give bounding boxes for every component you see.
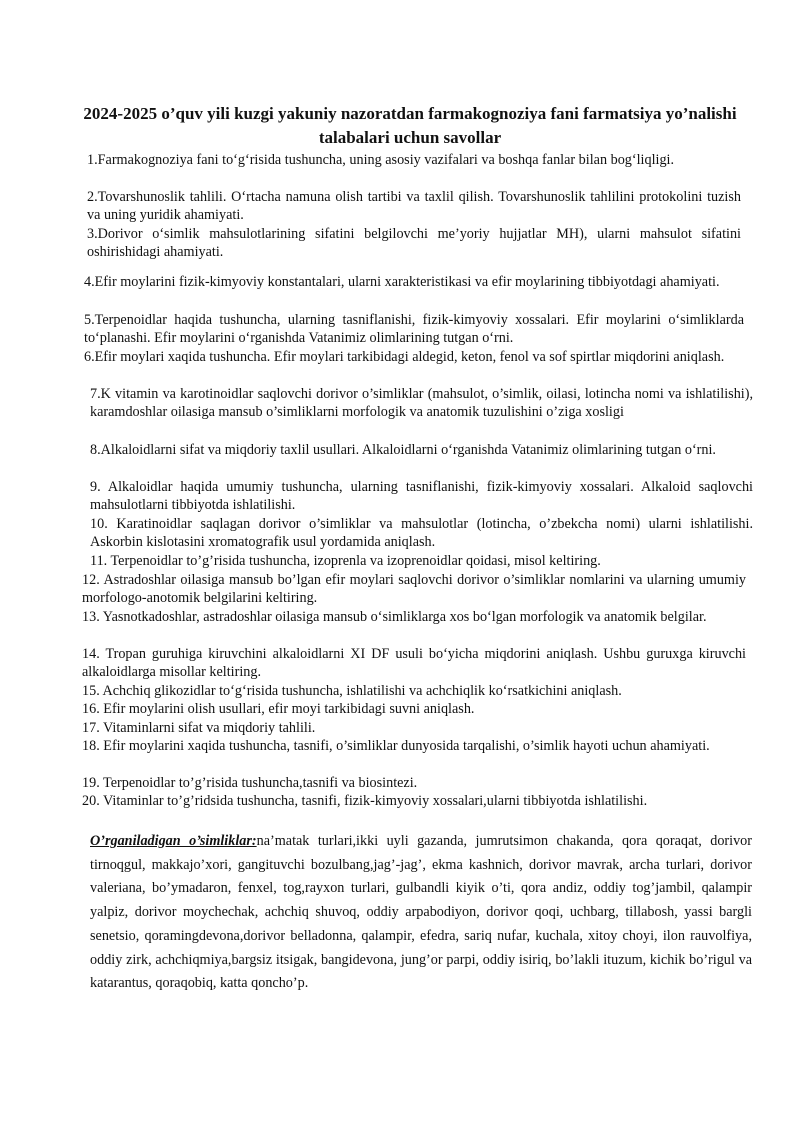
question-2: 2.Tovarshunoslik tahlili. O‘rtacha namuna olish tartibi va taxlil qilish. Tovarshunoslik tahlilini protokolini tuzish va uning yuridik ahamiyati. [87,189,741,224]
question-14: 14. Tropan guruhiga kiruvchini alkaloidlarni XI DF usuli bo‘yicha miqdorini aniqlash. Ushbu guruxga kiruvchi alkaloidlarga misollar keltiring. [82,646,746,681]
question-11: 11. Terpenoidlar to’g’risida tushuncha, izoprenla va izoprenoidlar qoidasi, misol keltiring. [90,553,601,569]
question-5: 5.Terpenoidlar haqida tushuncha, ularning tasniflanishi, fizik-kimyoviy xossalari. Efir moylarini o‘simliklarda to‘planashi. Efir moylarini o‘rganishda Vatanimiz olimlarining tutgan o‘rni. [84,312,744,347]
question-19: 19. Terpenoidlar to’g’risida tushuncha,tasnifi va biosintezi. [82,775,418,791]
question-1: 1.Farmakognoziya fani to‘g‘risida tushuncha, uning asosiy vazifalari va boshqa fanlar bilan bog‘liqligi. [87,152,675,168]
question-17: 17. Vitaminlarni sifat va miqdoriy tahlili. [82,720,316,736]
question-10: 10. Karatinoidlar saqlagan dorivor o’simliklar va mahsulotlar (lotincha, o’zbekcha nomi) ularni ishlatilishi. Askorbin kislotasini xromatografik usul yordamida aniqlash. [90,516,753,551]
question-15: 15. Achchiq glikozidlar to‘g‘risida tushuncha, ishlatilishi va achchiqlik ko‘rsatkichini aniqlash. [82,683,622,699]
question-3: 3.Dorivor o‘simlik mahsulotlarining sifatini belgilovchi me’yoriy hujjatlar MH), ularni mahsulot sifatini oshirishidagi ahamiyati. [87,226,741,261]
studied-plants-list: na’matak turlari,ikki uyli gazanda, jumrutsimon chakanda, qora qoraqat, dorivor tirnoqgul, makkajo’xori, gangituvchi bozulbang,jag’-jag’, ekma kashnich, dorivor mavrak, archa turlari, dorivor valeriana, bo’ymadaron, fenxel, tog,rayxon turlari, gulbandli kiyik o’ti, qora andiz, oddiy tog’jambil, qalampir yalpiz, dorivor moychechak, achchiq shuvoq, oddiy arpabodiyon, dorivor qoqi, uchbarg, tillabosh, yassi bargli senetsio, qoramingdevona,dorivor belladonna, qalampir, efedra, sariq nufar, kuchala, xitoy choyi, ilon rauvolfiya, oddiy zirk, achchiqmiya,bargsiz itsigak, bangidevona, jung’or parpi, oddiy isiriq, bo’lakli ituzum, kichik bo’rigul va katarantus, qoraqobiq, katta qoncho’p. [90,833,752,992]
question-8: 8.Alkaloidlarni sifat va miqdoriy taxlil usullari. Alkaloidlarni o‘rganishda Vatanimiz olimlarining tutgan o‘rni. [90,442,716,458]
question-20: 20. Vitaminlar to’g’ridsida tushuncha, tasnifi, fizik-kimyoviy xossalari,ularni tibbiyotda ishlatilishi. [82,793,648,809]
question-12: 12. Astradoshlar oilasiga mansub bo’lgan efir moylari saqlovchi dorivor o’simliklar nomlarini va ularning umumiy morfologo-anotomik belgilarini keltiring. [82,572,746,607]
studied-plants-label: O’rganiladigan o’simliklar: [90,833,257,849]
studied-plants-paragraph [90,830,752,996]
question-16: 16. Efir moylarini olish usullari, efir moyi tarkibidagi suvni aniqlash. [82,701,475,717]
document-title: 2024-2025 o’quv yili kuzgi yakuniy nazoratdan farmakognoziya fani farmatsiya yo’nalishi talabalari uchun savollar [83,104,737,147]
question-9: 9. Alkaloidlar haqida umumiy tushuncha, ularning tasniflanishi, fizik-kimyoviy xossalari. Alkaloid saqlovchi mahsulotlarni tibbiyotda ishlatilishi. [90,479,753,514]
question-4: 4.Efir moylarini fizik-kimyoviy konstantalari, ularni xarakteristikasi va efir moylarining tibbiyotdagi ahamiyati. [84,274,720,290]
question-18: 18. Efir moylarini xaqida tushuncha, tasnifi, o’simliklar dunyosida tarqalishi, o’simlik hayoti uchun ahamiyati. [82,738,710,754]
question-6: 6.Efir moylari xaqida tushuncha. Efir moylari tarkibidagi aldegid, keton, fenol va sof spirtlar miqdorini aniqlash. [84,349,725,365]
question-13: 13. Yasnotkadoshlar, astradoshlar oilasiga mansub o‘simliklarga xos bo‘lgan morfologik va anatomik belgilar. [82,609,707,625]
question-7: 7.K vitamin va karotinoidlar saqlovchi dorivor o’simliklar (mahsulot, o’simlik, oilasi, lotincha nomi va ishlatilishi), karamdoshlar oilasiga mansub o’simliklarni morfologik va anatomik tuzulishini o’ziga xosligi [90,386,753,421]
